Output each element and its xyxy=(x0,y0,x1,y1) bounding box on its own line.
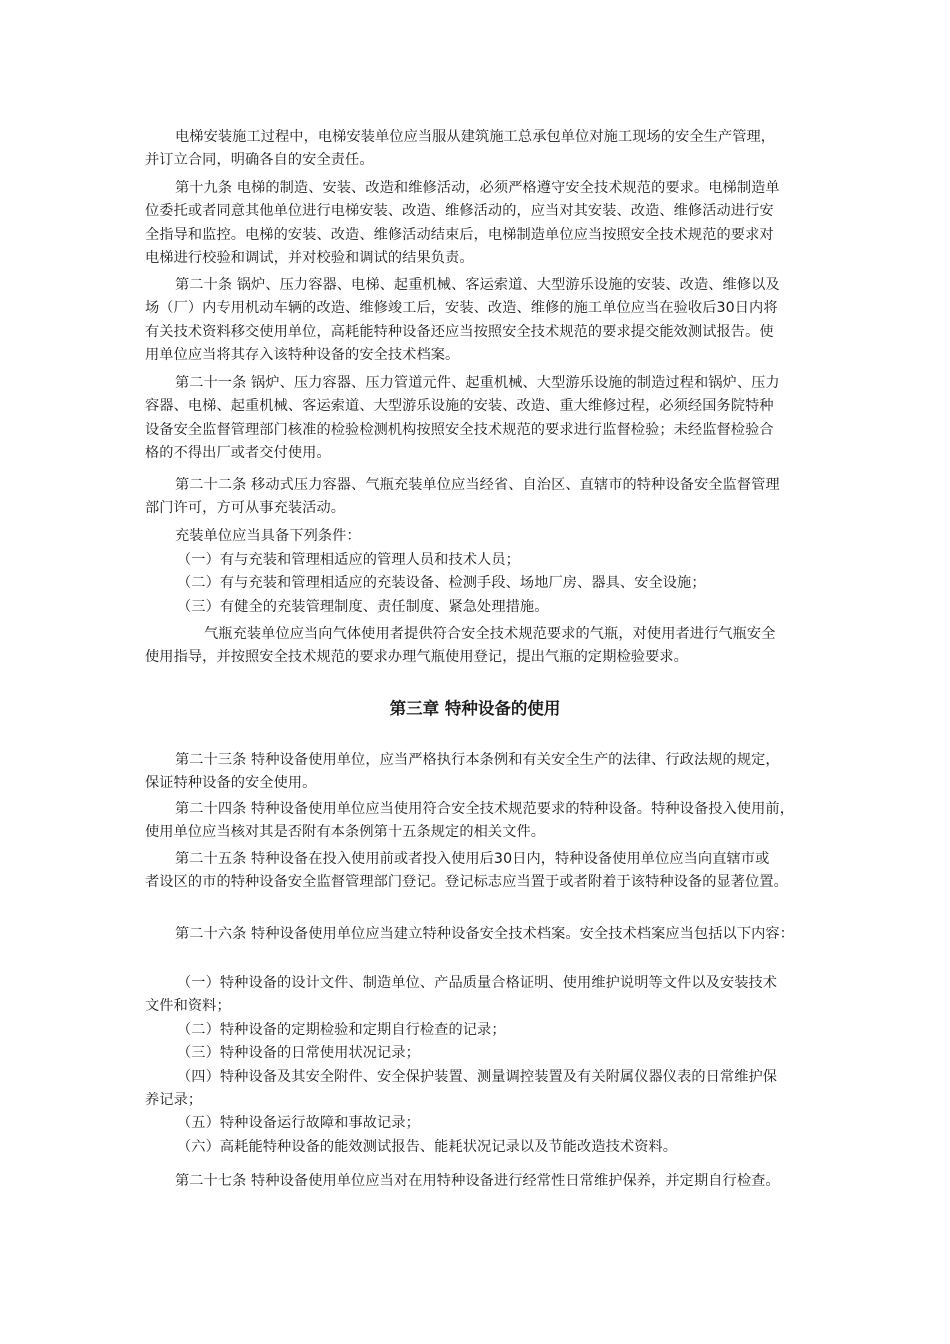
text-line: 并订立合同，明确各自的安全责任。 xyxy=(145,152,374,169)
article-21 xyxy=(145,372,805,466)
text-line: 部门许可，方可从事充装活动。 xyxy=(145,500,346,517)
list-item: （四）特种设备及其安全附件、安全保护装置、测量调控装置及有关附属仪器仪表的日常维护保 xyxy=(177,1068,778,1085)
article-20 xyxy=(145,274,805,368)
text-line: 电梯安装施工过程中，电梯安装单位应当服从建筑施工总承包单位对施工现场的安全生产管理， xyxy=(175,129,776,145)
text-line: 使用单位应当核对其是否附有本条例第十五条规定的相关文件。 xyxy=(145,824,546,841)
text-line: 保证特种设备的安全使用。 xyxy=(145,775,317,792)
article-23 xyxy=(145,749,805,796)
text-line: 容器、电梯、起重机械、客运索道、大型游乐设施的安装、改造、重大维修过程，必须经国务院特种 xyxy=(145,398,774,415)
article-22 xyxy=(145,474,805,521)
text-line: 有关技术资料移交使用单位，高耗能特种设备还应当按照安全技术规范的要求提交能效测试报告。使 xyxy=(145,323,774,340)
text-line: 格的不得出厂或者交付使用。 xyxy=(145,445,331,462)
text-line: 设备安全监督管理部门核准的检验检测机构按照安全技术规范的要求进行监督检验；未经监督检验合 xyxy=(145,421,774,438)
text-line: 第二十六条 特种设备使用单位应当建立特种设备安全技术档案。安全技术档案应当包括以下内容： xyxy=(175,926,794,942)
filling-conditions-list xyxy=(145,549,805,619)
archive-contents-list xyxy=(145,972,805,1159)
article-24 xyxy=(145,798,805,845)
article-19 xyxy=(145,177,805,271)
list-item-continuation: 文件和资料； xyxy=(145,998,231,1015)
text-line: 气瓶充装单位应当向气体使用者提供符合安全技术规范要求的气瓶，对使用者进行气瓶安全 xyxy=(204,626,776,642)
text-line: 充装单位应当具备下列条件： xyxy=(175,528,361,544)
text-line: 第二十二条 移动式压力容器、气瓶充装单位应当经省、自治区、直辖市的特种设备安全监督管理 xyxy=(175,477,780,493)
paragraph-elevator-installation xyxy=(145,126,805,173)
article-26 xyxy=(145,923,805,946)
text-line: 第十九条 电梯的制造、安装、改造和维修活动，必须严格遵守安全技术规范的要求。电梯制造单 xyxy=(175,180,780,196)
list-item: （一）有与充装和管理相适应的管理人员和技术人员； xyxy=(177,552,520,568)
article-25 xyxy=(145,848,805,895)
list-item-continuation: 养记录； xyxy=(145,1092,203,1109)
list-item: （二）特种设备的定期检验和定期自行检查的记录； xyxy=(177,1021,506,1038)
filling-conditions-intro xyxy=(145,525,805,548)
text-line: 第二十四条 特种设备使用单位应当使用符合安全技术规范要求的特种设备。特种设备投入使用前， xyxy=(175,801,794,817)
text-line: 电梯进行校验和调试，并对校验和调试的结果负责。 xyxy=(145,250,474,267)
text-line: 用单位应当将其存入该特种设备的安全技术档案。 xyxy=(145,347,460,364)
text-line: 第二十七条 特种设备使用单位应当对在用特种设备进行经常性日常维护保养，并定期自行检查。 xyxy=(175,1173,780,1189)
text-line: 全指导和监控。电梯的安装、改造、维修活动结束后，电梯制造单位应当按照安全技术规范的要求对 xyxy=(145,226,774,243)
list-item: （三）特种设备的日常使用状况记录； xyxy=(177,1045,420,1062)
list-item: （五）特种设备运行故障和事故记录； xyxy=(177,1115,420,1132)
list-item: （三）有健全的充装管理制度、责任制度、紧急处理措施。 xyxy=(177,598,549,615)
text-line: 者设区的市的特种设备安全监督管理部门登记。登记标志应当置于或者附着于该特种设备的显著位置。 xyxy=(145,874,788,891)
list-item: （六）高耗能特种设备的能效测试报告、能耗状况记录以及节能改造技术资料。 xyxy=(177,1138,678,1155)
text-line: 场（厂）内专用机动车辆的改造、维修竣工后，安装、改造、维修的施工单位应当在验收后30日内将 xyxy=(145,300,778,317)
text-line: 第二十三条 特种设备使用单位，应当严格执行本条例和有关安全生产的法律、行政法规的规定， xyxy=(175,752,780,768)
list-item: （一）特种设备的设计文件、制造单位、产品质量合格证明、使用维护说明等文件以及安装技术 xyxy=(177,975,778,991)
text-line: 第二十五条 特种设备在投入使用前或者投入使用后30日内，特种设备使用单位应当向直辖市或 xyxy=(175,851,770,867)
article-27 xyxy=(145,1170,805,1193)
list-item: （二）有与充装和管理相适应的充装设备、检测手段、场地厂房、器具、安全设施； xyxy=(177,575,706,592)
text-line: 位委托或者同意其他单位进行电梯安装、改造、维修活动的，应当对其安装、改造、维修活动进行安 xyxy=(145,203,774,220)
text-line: 第二十条 锅炉、压力容器、电梯、起重机械、客运索道、大型游乐设施的安装、改造、维修以及 xyxy=(175,277,780,293)
chapter-title: 第三章 特种设备的使用 xyxy=(389,699,561,718)
gas-cylinder-paragraph xyxy=(145,623,805,670)
text-line: 使用指导，并按照安全技术规范的要求办理气瓶使用登记，提出气瓶的定期检验要求。 xyxy=(145,649,688,666)
text-line: 第二十一条 锅炉、压力容器、压力管道元件、起重机械、大型游乐设施的制造过程和锅炉、压力 xyxy=(175,375,780,391)
